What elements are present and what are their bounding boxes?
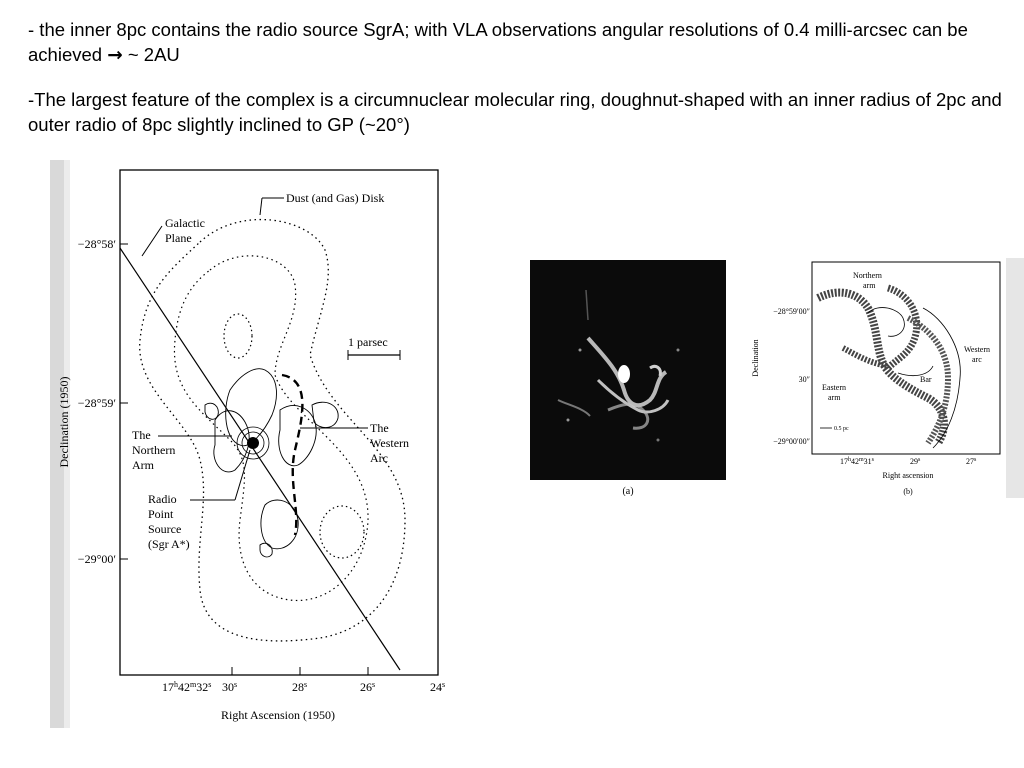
bullet-inner-8pc [28, 17, 1003, 68]
galactic-center-schematic-svg [50, 160, 480, 728]
dust-disk-label: Dust (and Gas) Disk [286, 191, 385, 205]
western-arc-label-line2: Western [370, 436, 410, 450]
y-axis-label: Declination [751, 339, 760, 377]
x-tick-label-28: 28$^s$ [292, 680, 308, 694]
galactic-center-schematic [50, 160, 480, 728]
galactic-plane-label-line1: Galactic [165, 216, 205, 230]
x-tick-label-30: 30$^s$ [222, 680, 238, 694]
figure-a-caption: (a) [622, 486, 634, 496]
western-arc-label-line1: The [370, 421, 389, 435]
y-tick-label: −28°58′ [77, 237, 116, 251]
figure-b-caption: (b) [903, 487, 913, 496]
radio-source-label-line2: Point [148, 507, 174, 521]
sgr-a-bright-spot [618, 365, 630, 383]
minispiral-map-b-svg [748, 258, 1024, 498]
y-tick-label: 30″ [798, 375, 810, 384]
scale-label: 1 parsec [348, 335, 388, 349]
western-arc-label-line3: Arc [370, 451, 388, 465]
radio-image-a-svg [528, 260, 728, 496]
northern-arm-label-line1: The [132, 428, 151, 442]
northern-arm-label-line2: arm [863, 281, 876, 290]
western-arc-label-line1: Western [964, 345, 991, 354]
x-tick-label-27: 27$^s$ [966, 457, 977, 466]
y-tick-label: −28°59′ [77, 396, 116, 410]
eastern-arm-label-line2: arm [828, 393, 841, 402]
scale-label: 0.5 pc [834, 426, 849, 432]
western-arc-label-line2: arc [972, 355, 982, 364]
northern-arm-label-line1: Northern [853, 271, 882, 280]
northern-arm-label-line2: Northern [132, 443, 176, 457]
x-axis-label: Right ascension [882, 471, 934, 480]
northern-arm-band [888, 288, 917, 368]
x-tick-label-24: 24$^s$ [430, 680, 446, 694]
x-tick-label-26: 26$^s$ [360, 680, 376, 694]
x-tick-label-first: 17$^h$42$^m$32$^s$ [162, 680, 212, 694]
galactic-plane-label-line2: Plane [165, 231, 192, 245]
bullet-circumnuclear-ring: -The largest feature of the complex is a circumnuclear molecular ring, doughnut-shaped with an inner radius of 2pc and outer radio of 8pc slightly inclined to GP (~20°) [28, 89, 1002, 135]
bar-label: Bar [920, 375, 932, 384]
radio-source-label-line4: (Sgr A*) [148, 537, 190, 551]
y-tick-label: −29°00′00″ [773, 437, 810, 446]
y-tick-label: −29°00′ [77, 552, 116, 566]
x-tick-label-29: 29$^s$ [910, 457, 921, 466]
x-axis-label: Right Ascension (1950) [221, 708, 335, 722]
radio-point-source-marker [247, 437, 259, 449]
radio-image-a [528, 260, 728, 496]
eastern-arm-label-line1: Eastern [822, 383, 846, 392]
radio-source-label-line1: Radio [148, 492, 177, 506]
minispiral-map-b [748, 258, 1024, 498]
right-arrow-icon: → [107, 45, 123, 66]
y-tick-label: −28°59′00″ [773, 307, 810, 316]
bullet-inner-8pc-result: ~ 2AU [127, 44, 180, 65]
northern-arm-label-line3: Arm [132, 458, 154, 472]
y-axis-label: Declination (1950) [57, 376, 71, 468]
eastern-arm-band [818, 293, 944, 443]
bullet-inner-8pc-text: - the inner 8pc contains the radio source SgrA; with VLA observations angular resolutions of 0.4 milli-arcsec can be achieved [28, 19, 968, 65]
radio-source-label-line3: Source [148, 522, 182, 536]
x-tick-label-first: 17$^h$42$^m$31$^s$ [840, 457, 875, 466]
